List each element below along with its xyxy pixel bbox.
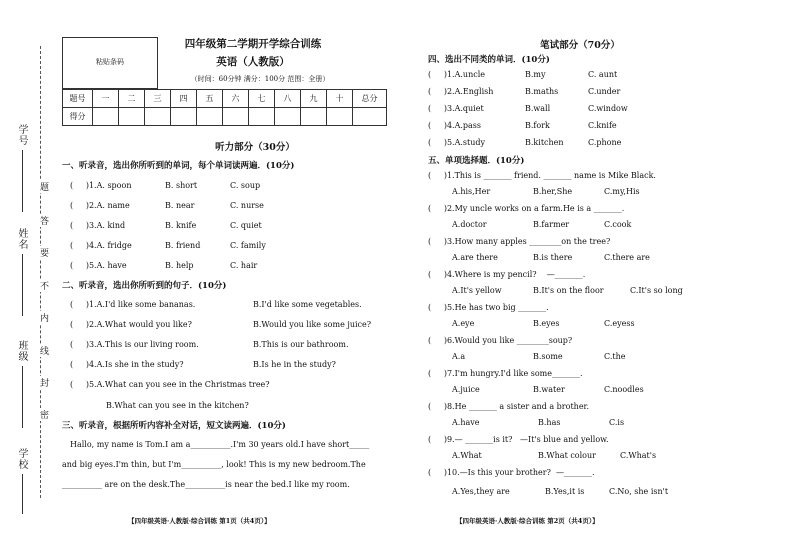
s5-q2-a: A.doctor <box>452 220 487 229</box>
s1-q5-c: C. hair <box>230 261 258 270</box>
s2-q4-b: B.Is he in the study? <box>253 360 336 369</box>
s5-q9: ( )9.— _______is it? —It's blue and yellow. <box>428 435 609 444</box>
s2-q2-b: B.Would you like some juice? <box>253 320 372 329</box>
right-footer: 【四年级英语·人教版·综合训练 第2页（共4页）】 <box>456 517 599 525</box>
score-header-cell: 题号 <box>63 90 93 108</box>
score-header-cell: 四 <box>171 90 197 108</box>
s1-q3: ( )3.A. kind <box>70 221 126 230</box>
s3-line: __________ are on the desk.The__________is near the bed.I like my room. <box>62 480 350 489</box>
s5-q10-a: A.Yes,they are <box>452 487 510 496</box>
s5-q3-c: C.there are <box>604 253 650 262</box>
label-class: 班级 <box>16 340 27 362</box>
s5-q2-b: B.farmer <box>533 220 570 229</box>
s5-q4: ( )4.Where is my pencil? —_______. <box>428 270 586 279</box>
score-table <box>62 89 387 126</box>
s5-q1-a: A.his,Her <box>452 187 491 196</box>
s2-q5-a: ( )5.A.What can you see in the Christmas tree? <box>70 380 270 389</box>
s2-q1-b: B.I'd like some vegetables. <box>253 300 362 309</box>
s4-q2-c: C.under <box>588 87 621 96</box>
score-table-header-row <box>63 90 387 108</box>
binding-dashed-line <box>40 46 41 498</box>
s2-q3-b: B.This is our bathroom. <box>253 340 349 349</box>
barcode-label: 粘贴条码 <box>96 58 124 66</box>
s5-q10: ( )10.—Is this your brother? —_______. <box>428 468 595 477</box>
s5-q3: ( )3.How many apples ________on the tree? <box>428 237 611 246</box>
s5-q10-c: C.No, she isn't <box>609 487 669 496</box>
s5-q1: ( )1.This is _______ friend. _______ name is Mike Black. <box>428 171 656 180</box>
seal-word: 题 <box>38 182 48 191</box>
s4-q3: ( )3.A.quiet <box>428 104 484 113</box>
s5-q9-c: C.What's <box>620 451 657 460</box>
blank-student-number[interactable] <box>22 150 23 212</box>
s3-line: Hallo, my name is Tom.I am a__________.I'm 30 years old.I have short_____ <box>70 440 370 449</box>
s5-q4-a: A.It's yellow <box>452 286 502 295</box>
left-footer: 【四年级英语·人教版·综合训练 第1页（共4页）】 <box>128 517 271 525</box>
s5-q6: ( )6.Would you like ________soup? <box>428 336 573 345</box>
s4-q2-b: B.maths <box>525 87 559 96</box>
score-cell[interactable] <box>301 108 327 126</box>
score-header-cell: 二 <box>119 90 145 108</box>
seal-word: 不 <box>38 281 48 290</box>
score-header-cell: 总分 <box>353 90 387 108</box>
s5-q6-b: B.some <box>533 352 563 361</box>
s4-q5-c: C.phone <box>588 138 622 147</box>
s1-q1-b: B. short <box>165 181 198 190</box>
s4-q2: ( )2.A.English <box>428 87 494 96</box>
score-cell[interactable] <box>93 108 119 126</box>
exam-info: （时间：60分钟 满分：100分 范围：全册） <box>190 75 330 83</box>
section-5-title: 五、单项选择题．(10分) <box>428 156 525 166</box>
s5-q9-b: B.What colour <box>538 451 596 460</box>
s5-q5-a: A.eye <box>452 319 475 328</box>
page-subtitle: 英语（人教版） <box>216 56 290 68</box>
seal-word: 线 <box>38 346 48 355</box>
score-header-cell: 三 <box>145 90 171 108</box>
s2-q4-a: ( )4.A.Is she in the study? <box>70 360 184 369</box>
s5-q7-a: A.juice <box>452 385 480 394</box>
seal-word: 密 <box>38 410 48 419</box>
s2-q2-a: ( )2.A.What would you like? <box>70 320 192 329</box>
s1-q2: ( )2.A. name <box>70 201 130 210</box>
s5-q7-c: C.noodles <box>604 385 644 394</box>
s5-q2-c: C.cook <box>604 220 632 229</box>
score-header-cell: 一 <box>93 90 119 108</box>
s5-q4-c: C.It's so long <box>630 286 683 295</box>
score-cell[interactable] <box>119 108 145 126</box>
seal-word: 答 <box>38 216 48 225</box>
score-header-cell: 七 <box>249 90 275 108</box>
s2-q5-b: B.What can you see in the kitchen? <box>106 401 249 410</box>
label-student-number: 学号 <box>16 124 27 146</box>
page-title: 四年级第二学期开学综合训练 <box>184 38 322 50</box>
s5-q7-b: B.water <box>533 385 565 394</box>
seal-word: 内 <box>38 313 48 322</box>
s4-q1-b: B.my <box>525 70 546 79</box>
score-header-cell: 五 <box>197 90 223 108</box>
s3-line: and big eyes.I'm thin, but I'm__________, look! This is my new bedroom.The <box>62 460 366 469</box>
s1-q4-c: C. family <box>230 241 266 250</box>
s1-q5: ( )5.A. have <box>70 261 127 270</box>
s4-q4-b: B.fork <box>525 121 550 130</box>
section-1-title: 一、听录音，选出你所听到的单词，每个单词读两遍．(10分) <box>62 161 295 171</box>
label-school: 学校 <box>16 448 27 470</box>
s2-q1-a: ( )1.A.I'd like some bananas. <box>70 300 196 309</box>
s5-q10-b: B.Yes,it is <box>545 487 585 496</box>
s5-q3-a: A.are there <box>452 253 498 262</box>
score-cell[interactable] <box>249 108 275 126</box>
s5-q3-b: B.is there <box>533 253 573 262</box>
seal-word: 要 <box>38 248 48 257</box>
s5-q5: ( )5.He has two big _______. <box>428 303 549 312</box>
score-cell[interactable] <box>327 108 353 126</box>
seal-word: 封 <box>38 378 48 387</box>
s5-q1-c: C.my,His <box>604 187 640 196</box>
score-cell[interactable] <box>275 108 301 126</box>
score-cell[interactable] <box>223 108 249 126</box>
s4-q5-b: B.kitchen <box>525 138 564 147</box>
blank-class[interactable] <box>22 366 23 428</box>
s5-q7: ( )7.I'm hungry.I'd like some_______. <box>428 369 583 378</box>
label-name: 姓名 <box>16 228 27 250</box>
s1-q4: ( )4.A. fridge <box>70 241 132 250</box>
score-header-cell: 九 <box>301 90 327 108</box>
score-header-cell: 八 <box>275 90 301 108</box>
s4-q5: ( )5.A.study <box>428 138 486 147</box>
s5-q6-a: A.a <box>452 352 466 361</box>
score-cell[interactable] <box>171 108 197 126</box>
score-row-label: 得分 <box>63 108 93 126</box>
s5-q8-a: A.have <box>452 418 480 427</box>
s4-q3-b: B.wall <box>525 104 551 113</box>
s1-q3-c: C. quiet <box>230 221 262 230</box>
s5-q1-b: B.her,She <box>533 187 573 196</box>
score-header-cell: 六 <box>223 90 249 108</box>
s1-q4-b: B. friend <box>165 241 201 250</box>
score-header-cell: 十 <box>327 90 353 108</box>
s5-q6-c: C.the <box>604 352 626 361</box>
section-2-title: 二、听录音，选出你所听到的句子．(10分) <box>62 281 227 291</box>
s5-q8-c: C.is <box>609 418 625 427</box>
s2-q3-a: ( )3.A.This is our living room. <box>70 340 199 349</box>
s1-q1-c: C. soup <box>230 181 261 190</box>
s1-q2-c: C. nurse <box>230 201 264 210</box>
writing-part-title: 笔试部分（70分） <box>540 40 620 51</box>
score-cell[interactable] <box>145 108 171 126</box>
listening-part-title: 听力部分（30分） <box>215 142 295 153</box>
s1-q5-b: B. help <box>165 261 194 270</box>
section-3-title: 三、听录音，根据所听内容补全对话，短文读两遍．(10分) <box>62 421 286 431</box>
s1-q2-b: B. near <box>165 201 195 210</box>
s1-q1: ( )1.A. spoon <box>70 181 132 190</box>
score-cell[interactable] <box>353 108 387 126</box>
s4-q1: ( )1.A.uncle <box>428 70 485 79</box>
s1-q3-b: B. knife <box>165 221 197 230</box>
s5-q5-b: B.eyes <box>533 319 560 328</box>
s5-q8: ( )8.He _______ a sister and a brother. <box>428 402 590 411</box>
s5-q2: ( )2.My uncle works on a farm.He is a _______. <box>428 204 625 213</box>
s5-q4-b: B.It's on the floor <box>533 286 604 295</box>
s4-q1-c: C. aunt <box>588 70 618 79</box>
score-cell[interactable] <box>197 108 223 126</box>
blank-name[interactable] <box>22 254 23 316</box>
s4-q4-c: C.knife <box>588 121 617 130</box>
s5-q9-a: A.What <box>452 451 482 460</box>
blank-school[interactable] <box>22 474 23 514</box>
barcode-box <box>62 37 158 89</box>
s4-q3-c: C.window <box>588 104 628 113</box>
s5-q5-c: C.eyess <box>604 319 635 328</box>
s5-q8-b: B.has <box>538 418 561 427</box>
section-4-title: 四、选出不同类的单词．(10分) <box>428 55 550 65</box>
s4-q4: ( )4.A.pass <box>428 121 482 130</box>
score-table-score-row <box>63 108 387 126</box>
